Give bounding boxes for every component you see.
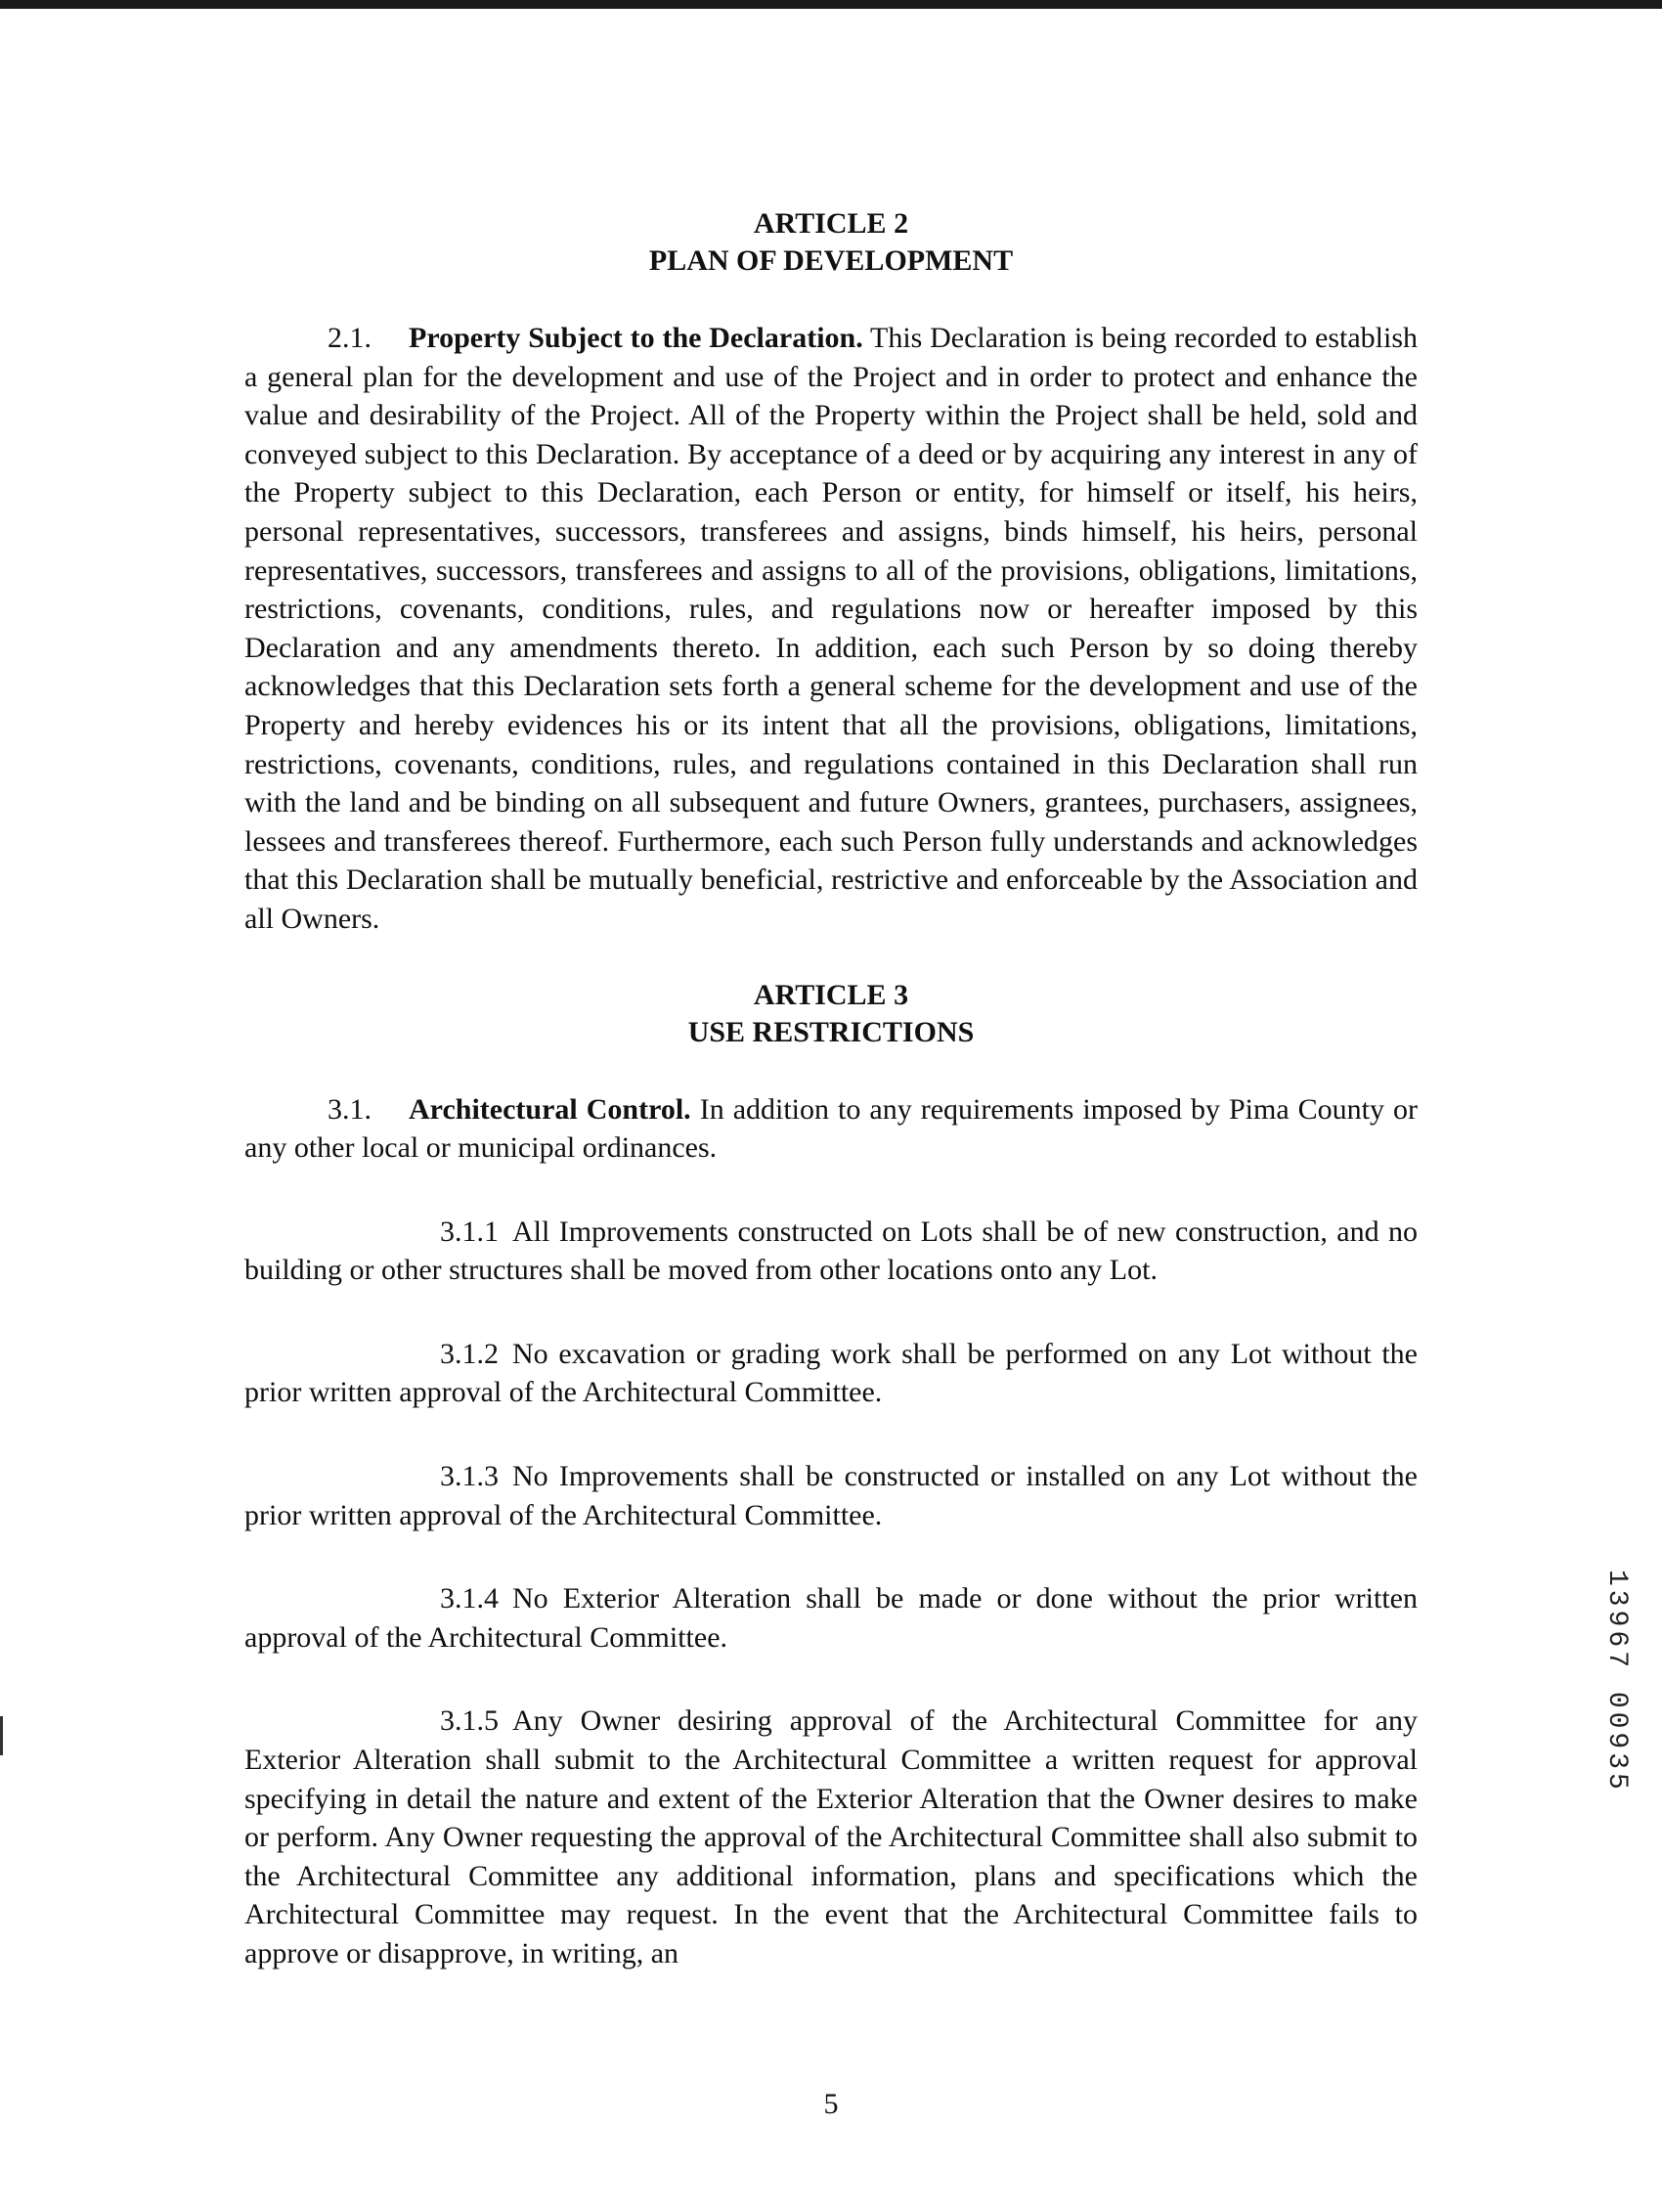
article-3-label: ARTICLE 3 bbox=[753, 978, 909, 1011]
section-3-1-number: 3.1. bbox=[328, 1092, 372, 1126]
section-3-1-4-text: No Exterior Alteration shall be made or done without the prior written approval of the Architectural Committee. bbox=[244, 1582, 1418, 1654]
scan-edge-mark bbox=[0, 1716, 3, 1755]
section-3-1-2 bbox=[244, 1335, 1418, 1412]
section-2-1 bbox=[244, 319, 1418, 939]
section-2-1-title: Property Subject to the Declaration. bbox=[409, 322, 863, 354]
section-3-1-text: In addition to any requirements imposed by Pima County or any other local or municipal ordinances. bbox=[244, 1092, 1419, 1165]
article-2-label: ARTICLE 2 bbox=[753, 207, 909, 240]
section-3-1-1-text: All Improvements constructed on Lots shall be of new construction, and no building or other structures shall be moved from other locations onto any Lot. bbox=[244, 1215, 1418, 1287]
page-number: 5 bbox=[823, 2088, 839, 2120]
section-3-1-3 bbox=[244, 1457, 1418, 1534]
scan-top-border bbox=[0, 0, 1662, 9]
section-2-1-text: This Declaration is being recorded to establish a general plan for the development and use of the Project and in order to protect and enhance the value and desirability of the Project. All of the Property within the Project shall be held, sold and conveyed subject to this Declaration. By acceptance of a deed or by acquiring any interest in any of the Property subject to this Declaration, each Person or entity, for himself or itself, his heirs, personal representatives, successors, transferees and assigns, binds himself, his heirs, personal representatives, successors, transferees and assigns to all of the provisions, obligations, limitations, restrictions, covenants, conditions, rules, and regulations now or hereafter imposed by this Declaration and any amendments thereto. In addition, each such Person by so doing thereby acknowledges that this Declaration sets forth a general scheme for the development and use of the Property and hereby evidences his or its intent that all the provisions, obligations, limitations, restrictions, covenants, conditions, rules, and regulations contained in this Declaration shall run with the land and be binding on all subsequent and future Owners, grantees, purchasers, assignees, lessees and transferees thereof. Furthermore, each such Person fully understands and acknowledges that this Declaration shall be mutually beneficial, restrictive and enforceable by the Association and all Owners. bbox=[244, 322, 1418, 935]
section-3-1-4-number: 3.1.4 bbox=[440, 1582, 499, 1615]
section-3-1-3-number: 3.1.3 bbox=[440, 1460, 499, 1493]
document-page bbox=[244, 205, 1418, 1973]
section-3-1-5-text: Any Owner desiring approval of the Architectural Committee for any Exterior Alteration shall submit to the Architectural Committee a written request for approval specifying in detail the nature and extent of the Exterior Alteration that the Owner desires to make or perform. Any Owner requesting the approval of the Architectural Committee shall also submit to the Architectural Committee any additional information, plans and specifications which the Architectural Committee may request. In the event that the Architectural Committee fails to approve or disapprove, in writing, an bbox=[244, 1704, 1418, 1969]
section-3-1 bbox=[244, 1090, 1418, 1168]
section-3-1-5 bbox=[244, 1702, 1418, 1972]
section-3-1-5-number: 3.1.5 bbox=[440, 1704, 499, 1738]
article-3-heading bbox=[244, 977, 1418, 1051]
recording-stamp: 13967 00935 bbox=[1601, 1570, 1632, 1793]
section-3-1-2-text: No excavation or grading work shall be performed on any Lot without the prior written approval of the Architectural Committee. bbox=[244, 1337, 1418, 1409]
section-3-1-3-text: No Improvements shall be constructed or installed on any Lot without the prior written approval of the Architectural Committee. bbox=[244, 1460, 1418, 1531]
section-2-1-number: 2.1. bbox=[328, 322, 372, 354]
section-3-1-1-number: 3.1.1 bbox=[440, 1215, 499, 1248]
article-3-title: USE RESTRICTIONS bbox=[687, 1015, 975, 1048]
article-2-heading bbox=[244, 205, 1418, 280]
article-2-title: PLAN OF DEVELOPMENT bbox=[648, 244, 1014, 277]
section-3-1-title: Architectural Control. bbox=[409, 1092, 691, 1126]
section-3-1-4 bbox=[244, 1579, 1418, 1657]
section-3-1-2-number: 3.1.2 bbox=[440, 1337, 499, 1370]
section-3-1-1 bbox=[244, 1213, 1418, 1290]
